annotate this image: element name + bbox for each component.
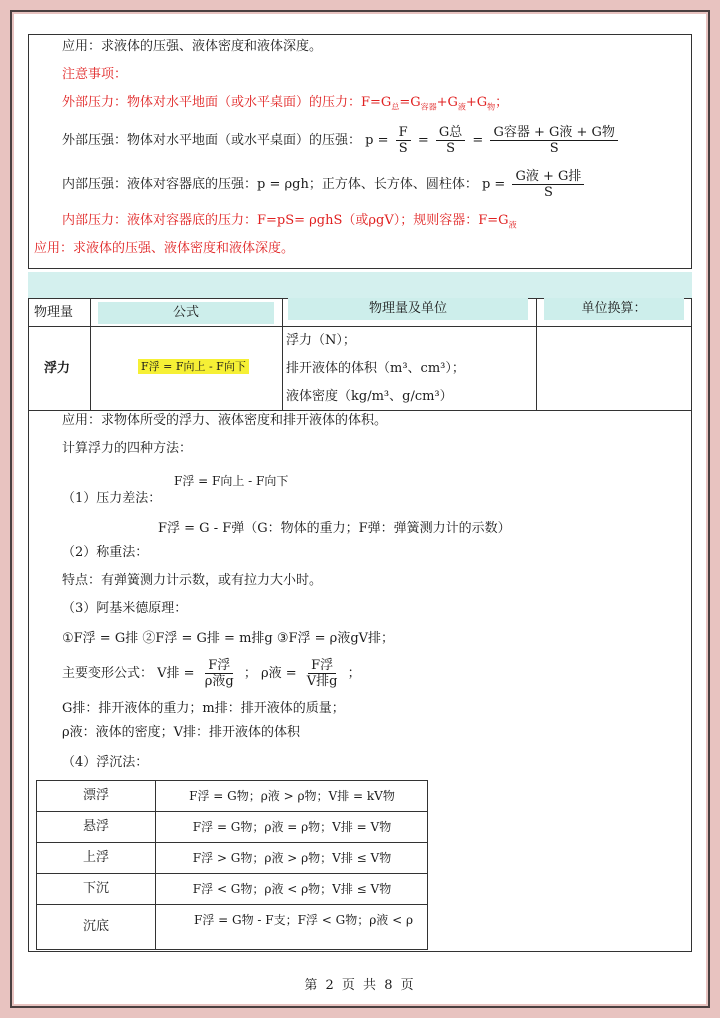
external-pressure-eq2: = <box>472 133 484 148</box>
state-name: 悬浮 <box>82 819 109 834</box>
header-band <box>28 272 692 298</box>
external-force-plus-g2: +G <box>465 95 488 110</box>
method2-formula: F浮 = G - F弹（G：物体的重力；F弹：弹簧测力计的示数） <box>158 521 511 536</box>
row-formula-highlight: F浮 = F向上 - F向下 <box>138 359 249 374</box>
state-name: 漂浮 <box>82 788 109 803</box>
application-text: 应用：求液体的压强、液体密度和液体深度。 <box>62 39 323 54</box>
external-pressure-fraction-3 <box>490 125 617 156</box>
rho-line: ρ液：液体的密度；V排：排开液体的体积 <box>62 725 301 740</box>
deform-rho: ρ液 = <box>260 666 297 681</box>
deform-v: V排 = <box>157 666 195 681</box>
deform-prefix: 主要变形公式： <box>62 666 154 681</box>
deform-fraction-2 <box>304 658 341 689</box>
external-force-sub-liquid: 液 <box>457 102 466 112</box>
fraction-denominator: S <box>398 141 408 156</box>
header-unit-conversion: 单位换算： <box>544 298 684 320</box>
internal-pressure-fraction <box>512 169 584 200</box>
fraction-denominator: S <box>543 185 553 200</box>
archimedes-formulas: ①F浮 = G排 ②F浮 = G排 = m排g ③F浮 = ρ液gV排； <box>62 631 395 646</box>
external-force-eq-g: =G <box>399 95 421 110</box>
external-force-plus-g1: +G <box>436 95 458 110</box>
table-row <box>37 812 427 843</box>
internal-force-line <box>62 212 517 235</box>
document-page <box>14 14 706 1004</box>
state-formula: F浮 < G物；ρ液 < ρ物；V排 ≤ V物 <box>155 874 428 904</box>
external-force-sub-total: 总 <box>391 102 400 112</box>
deform-end: ； <box>347 666 361 681</box>
state-name: 沉底 <box>82 919 109 934</box>
unit-density: 液体密度（kg/m³、g/cm³） <box>286 389 453 404</box>
internal-pressure-prefix: 内部压强：液体对容器底的压强：p = ρgh；正方体、长方体、圆柱体： <box>62 177 478 192</box>
g-line: G排：排开液体的重力；m排：排开液体的质量； <box>62 701 345 716</box>
state-name: 上浮 <box>82 850 109 865</box>
header-formula: 公式 <box>98 302 274 324</box>
fraction-numerator: F浮 <box>308 658 336 674</box>
internal-pressure-line <box>62 168 587 202</box>
external-force-sub-object: 物 <box>487 102 496 112</box>
header-quantity: 物理量 <box>34 305 74 320</box>
fraction-denominator: S <box>549 141 559 156</box>
col-divider-2 <box>282 298 283 410</box>
fraction-numerator: G液 + G排 <box>512 169 584 185</box>
internal-pressure-p: p = <box>481 177 506 192</box>
table-row <box>37 843 427 874</box>
row-formula <box>138 358 249 376</box>
body-application: 应用：求物体所受的浮力、液体密度和排开液体的体积。 <box>62 413 388 428</box>
table-row <box>37 874 427 905</box>
fraction-numerator: G总 <box>436 125 465 141</box>
external-pressure-fraction-1 <box>396 125 411 156</box>
internal-force-text: 内部压力：液体对容器底的压力：F=pS= ρghS（或ρgV）；规则容器：F=G <box>62 213 509 228</box>
fraction-denominator: ρ液g <box>204 674 234 689</box>
state-formula: F浮 = G物；ρ液 > ρ物；V排 = kV物 <box>155 781 428 811</box>
fraction-numerator: G容器 + G液 + G物 <box>490 125 617 141</box>
fraction-denominator: S <box>446 141 456 156</box>
float-sink-table <box>36 780 428 950</box>
fraction-denominator: V排g <box>306 674 338 689</box>
feature-text: 特点：有弹簧测力计示数，或有拉力大小时。 <box>62 573 323 588</box>
deform-sep: ； <box>243 666 257 681</box>
state-formula: F浮 = G物；ρ液 = ρ物；V排 = V物 <box>155 812 428 842</box>
col-divider-1 <box>90 298 91 410</box>
external-pressure-p: p = <box>365 133 389 148</box>
method1-formula: F浮 = F向上 - F向下 <box>174 474 289 488</box>
external-force-prefix: 外部压力：物体对水平地面（或水平桌面）的压力： <box>62 95 362 110</box>
unit-buoyancy: 浮力（N）； <box>286 333 356 348</box>
table-row-divider <box>28 410 692 411</box>
method1-title: （1）压力差法： <box>62 491 162 506</box>
page-footer: 第 2 页 共 8 页 <box>304 978 416 993</box>
col-divider-3 <box>536 298 537 410</box>
internal-force-sub: 液 <box>508 220 517 230</box>
external-pressure-prefix: 外部压强：物体对水平地面（或水平桌面）的压强： <box>62 133 362 148</box>
external-force-sub-container: 容器 <box>420 102 437 112</box>
external-force-end: ； <box>495 95 509 110</box>
header-quantity-units: 物理量及单位 <box>288 298 528 320</box>
external-force-line <box>62 94 508 117</box>
four-methods-title: 计算浮力的四种方法： <box>62 441 193 456</box>
application-text-2: 应用：求液体的压强、液体密度和液体深度。 <box>34 241 295 256</box>
fraction-numerator: F <box>396 125 411 141</box>
table-header-divider <box>28 326 692 327</box>
state-formula: F浮 > G物；ρ液 > ρ物；V排 ≤ V物 <box>155 843 428 873</box>
state-name: 下沉 <box>82 881 109 896</box>
method3-title: （3）阿基米德原理： <box>62 601 188 616</box>
table-row <box>37 781 427 812</box>
fraction-numerator: F浮 <box>205 658 233 674</box>
external-pressure-line <box>62 124 621 158</box>
notes-title: 注意事项： <box>62 67 128 82</box>
external-pressure-fraction-2 <box>436 125 465 156</box>
state-formula: F浮 = G物 - F支；F浮 < G物；ρ液 < ρ <box>155 905 427 949</box>
method2-title: （2）称重法： <box>62 545 149 560</box>
row-name-buoyancy: 浮力 <box>44 361 71 376</box>
method4-title: （4）浮沉法： <box>62 755 149 770</box>
deform-line <box>62 654 361 694</box>
table-row <box>37 905 427 949</box>
external-force-formula: F=G <box>361 95 392 110</box>
unit-volume: 排开液体的体积（m³、cm³）； <box>286 361 465 376</box>
deform-fraction-1 <box>202 658 237 689</box>
external-pressure-eq: = <box>417 133 429 148</box>
